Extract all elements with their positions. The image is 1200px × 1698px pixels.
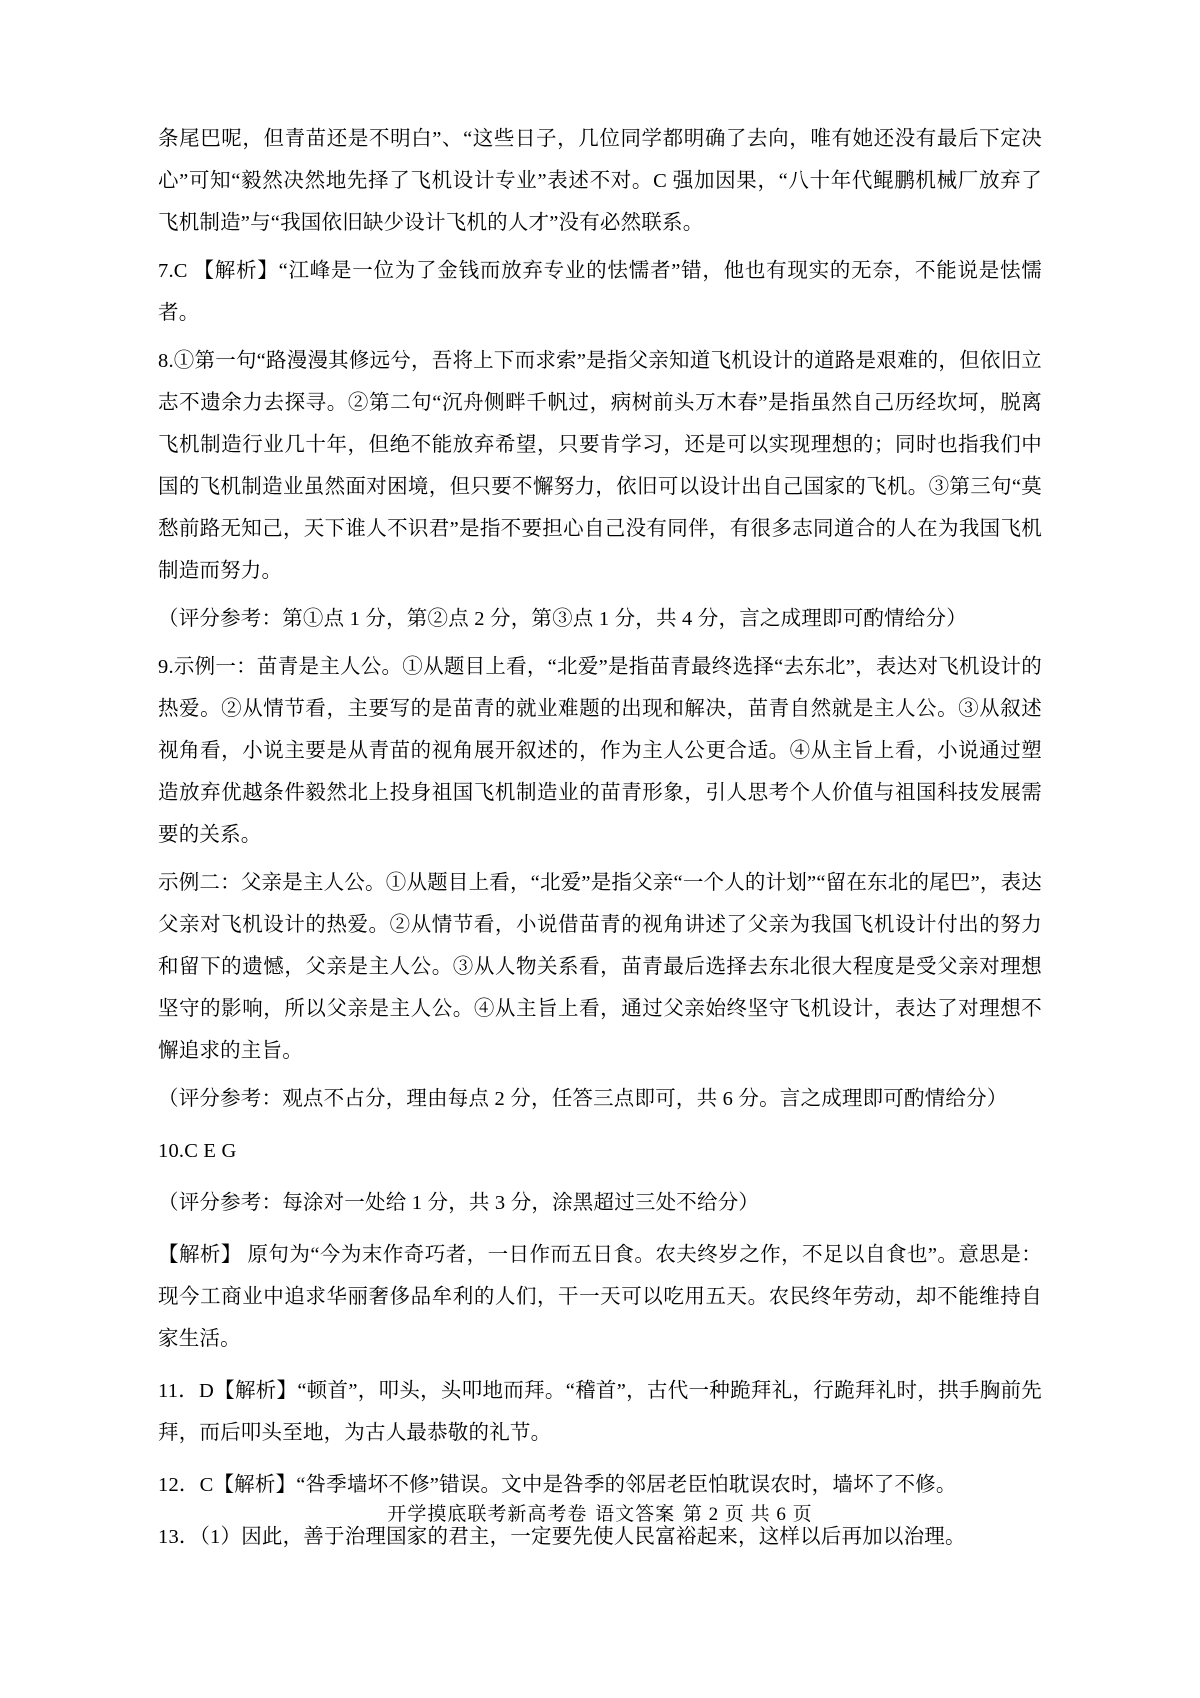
paragraph-question-8: 8.①第一句“路漫漫其修远兮，吾将上下而求索”是指父亲知道飞机设计的道路是艰难的，但依旧立志不遗余力去探寻。②第二句“沉舟侧畔千帆过，病树前头万木春”是指虽然自己历经坎坷，脱离飞机制造行业几十年，但绝不能放弃希望，只要肯学习，还是可以实现理想的；同时也指我们中国的飞机制造业虽然面对困境，但只要不懈努力，依旧可以设计出自己国家的飞机。③第三句“莫愁前路无知己，天下谁人不识君”是指不要担心自己没有同伴，有很多志同道合的人在为我国飞机制造而努力。 [158, 350, 1042, 582]
answer-key-body [158, 118, 1042, 1558]
paragraph-question-9-example-1: 9.示例一：苗青是主人公。①从题目上看，“北爱”是指苗青最终选择“去东北”，表达对飞机设计的热爱。②从情节看，主要写的是苗青的就业难题的出现和解决，苗青自然就是主人公。③从叙述视角看，小说主要是从青苗的视角展开叙述的，作为主人公更合适。④从主旨上看，小说通过塑造放弃优越条件毅然北上投身祖国飞机制造业的苗青形象，引人思考个人价值与祖国科技发展需要的关系。 [158, 656, 1042, 846]
paragraph-question-9-example-2: 示例二：父亲是主人公。①从题目上看，“北爱”是指父亲“一个人的计划”“留在东北的尾巴”，表达父亲对飞机设计的热爱。②从情节看，小说借苗青的视角讲述了父亲为我国飞机设计付出的努力和留下的遗憾，父亲是主人公。③从人物关系看，苗青最后选择去东北很大程度是受父亲对理想坚守的影响，所以父亲是主人公。④从主旨上看，通过父亲始终坚守飞机设计，表达了对理想不懈追求的主旨。 [158, 872, 1042, 1062]
paragraph-question-10-analysis: 【解析】 原句为“今为末作奇巧者，一日作而五日食。农夫终岁之作，不足以自食也”。意思是：现今工商业中追求华丽奢侈品牟利的人们，干一天可以吃用五天。农民终年劳动，却不能维持自家生活。 [158, 1244, 1042, 1350]
paragraph-question-7: 7.C 【解析】“江峰是一位为了金钱而放弃专业的怯懦者”错，他也有现实的无奈，不能说是怯懦者。 [158, 260, 1042, 324]
paragraph-question-13: 13．（1）因此，善于治理国家的君主，一定要先使人民富裕起来，这样以后再加以治理。 [158, 1526, 966, 1548]
paragraph-question-9-scoring: （评分参考：观点不占分，理由每点 2 分，任答三点即可，共 6 分。言之成理即可酌情给分） [158, 1088, 1008, 1110]
paragraph-continuation: 条尾巴呢，但青苗还是不明白”、“这些日子，几位同学都明确了去向，唯有她还没有最后下定决心”可知“毅然决然地先择了飞机设计专业”表述不对。C 强加因果，“八十年代鲲鹏机械厂放弃了飞机制造”与“我国依旧缺少设计飞机的人才”没有必然联系。 [158, 128, 1042, 234]
paragraph-question-8-scoring: （评分参考：第①点 1 分，第②点 2 分，第③点 1 分，共 4 分，言之成理即可酌情给分） [158, 608, 967, 630]
paragraph-question-10-scoring: （评分参考：每涂对一处给 1 分，共 3 分，涂黑超过三处不给分） [158, 1192, 760, 1214]
page-footer [0, 1499, 1200, 1526]
paragraph-question-11: 11．D【解析】“顿首”，叩头，头叩地而拜。“稽首”，古代一种跪拜礼，行跪拜礼时，拱手胸前先拜，而后叩头至地，为古人最恭敬的礼节。 [158, 1380, 1042, 1444]
footer-subject: 语文答案 [595, 1504, 676, 1525]
footer-page-number: 第 2 页 共 6 页 [682, 1504, 813, 1525]
paragraph-question-12: 12．C【解析】“咎季墙坏不修”错误。文中是咎季的邻居老臣怕耽误农时，墙坏了不修。 [158, 1474, 957, 1496]
paragraph-question-10: 10.C E G [158, 1140, 237, 1162]
footer-exam-name: 开学摸底联考新高考卷 [387, 1504, 588, 1525]
